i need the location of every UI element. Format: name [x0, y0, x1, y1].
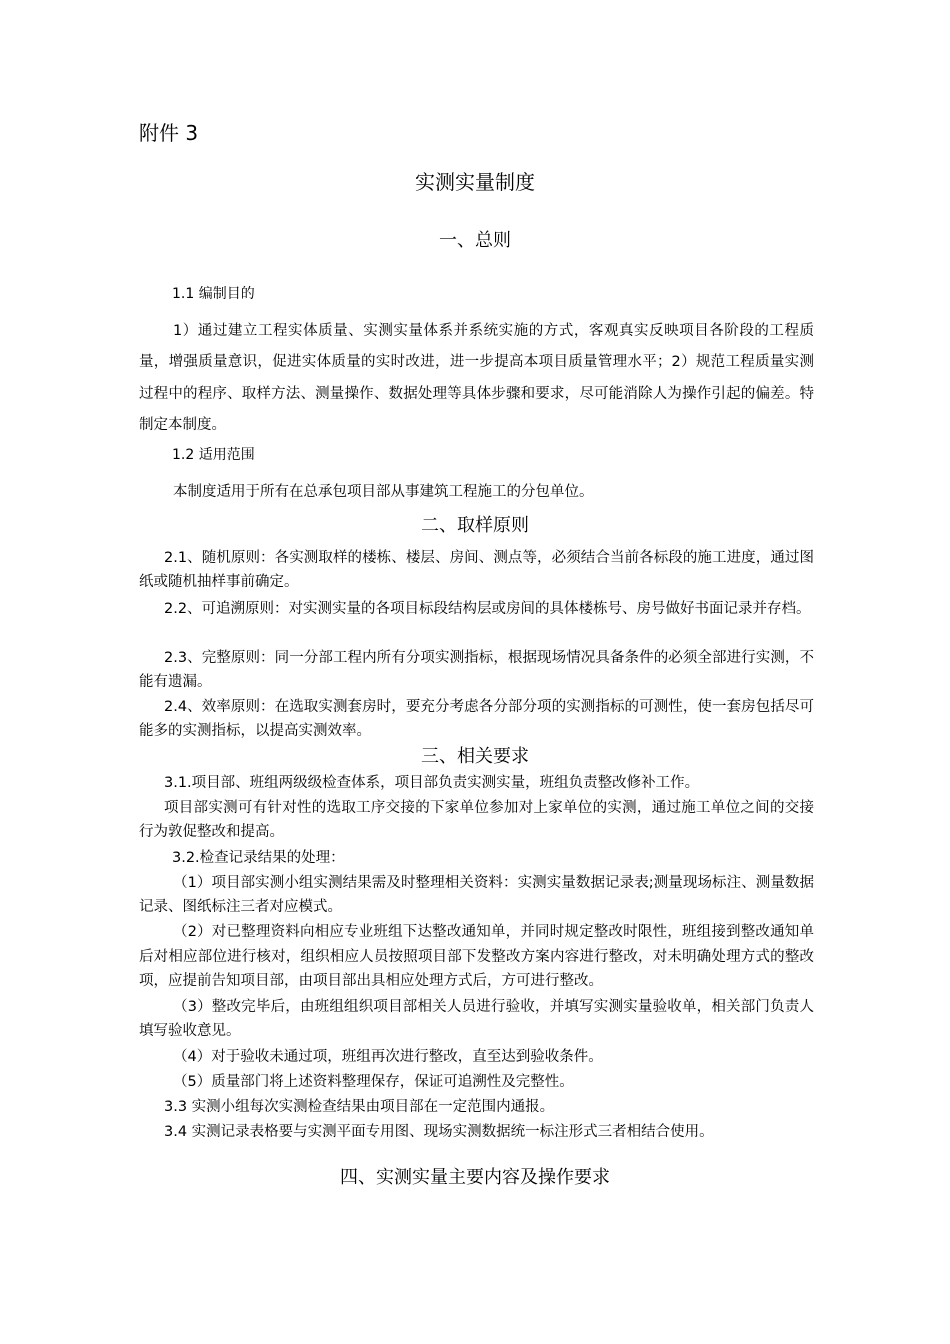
list-item-3: （3）整改完毕后，由班组组织项目部相关人员进行验收，并填写实测实量验收单，相关部门负责人填写验收意见。	[139, 999, 814, 1039]
attachment-label: 附件 3	[139, 121, 199, 145]
paragraph-random-principle: 2.1、随机原则：各实测取样的楼栋、楼层、房间、测点等，必须结合当前各标段的施工进度，通过图纸或随机抽样事前确定。	[139, 550, 814, 590]
section-heading-general: 一、总则	[439, 230, 511, 251]
list-item-5: （5）质量部门将上述资料整理保存，保证可追溯性及完整性。	[173, 1074, 574, 1090]
paragraph-handover-inspection: 项目部实测可有针对性的选取工序交接的下家单位参加对上家单位的实测，通过施工单位之间的交接行为敦促整改和提高。	[139, 800, 814, 840]
paragraph-purpose: 1）通过建立工程实体质量、实测实量体系并系统实施的方式，客观真实反映项目各阶段的工程质量，增强质量意识，促进实体质量的实时改进，进一步提高本项目质量管理水平；2）规范工程质量实测过程中的程序、取样方法、测量操作、数据处理等具体步骤和要求，尽可能消除人为操作引起的偏差。特制定本制度。	[139, 323, 814, 433]
paragraph-efficiency-principle: 2.4、效率原则：在选取实测套房时，要充分考虑各分部分项的实测指标的可测性，使一套房包括尽可能多的实测指标，以提高实测效率。	[139, 699, 814, 739]
list-item-2: （2）对已整理资料向相应专业班组下达整改通知单，并同时规定整改时限性，班组接到整改通知单后对相应部位进行核对，组织相应人员按照项目部下发整改方案内容进行整改，对未明确处理方式的整改项，应提前告知项目部，由项目部出具相应处理方式后，方可进行整改。	[139, 924, 814, 989]
paragraph-record-handling: 3.2.检查记录结果的处理：	[172, 850, 345, 866]
subsection-title-purpose: 1.1 编制目的	[172, 286, 255, 302]
paragraph-two-level-system: 3.1.项目部、班组两级级检查体系，项目部负责实测实量，班组负责整改修补工作。	[164, 775, 700, 791]
section-heading-sampling: 二、取样原则	[421, 515, 529, 536]
section-heading-main-content: 四、实测实量主要内容及操作要求	[340, 1167, 610, 1188]
section-heading-requirements: 三、相关要求	[421, 746, 529, 767]
list-item-1: （1）项目部实测小组实测结果需及时整理相关资料：实测实量数据记录表;测量现场标注、测量数据记录、图纸标注三者对应模式。	[139, 875, 814, 915]
paragraph-traceable-principle: 2.2、可追溯原则：对实测实量的各项目标段结构层或房间的具体楼栋号、房号做好书面记录并存档。	[164, 601, 811, 617]
subsection-title-scope: 1.2 适用范围	[172, 447, 255, 463]
paragraph-complete-principle: 2.3、完整原则：同一分部工程内所有分项实测指标，根据现场情况具备条件的必须全部进行实测，不能有遗漏。	[139, 650, 814, 690]
paragraph-results-notice: 3.3 实测小组每次实测检查结果由项目部在一定范围内通报。	[164, 1099, 555, 1115]
list-item-4: （4）对于验收未通过项，班组再次进行整改，直至达到验收条件。	[173, 1049, 603, 1065]
paragraph-scope: 本制度适用于所有在总承包项目部从事建筑工程施工的分包单位。	[173, 484, 594, 500]
paragraph-record-forms: 3.4 实测记录表格要与实测平面专用图、现场实测数据统一标注形式三者相结合使用。	[164, 1124, 714, 1140]
document-title: 实测实量制度	[415, 170, 535, 194]
